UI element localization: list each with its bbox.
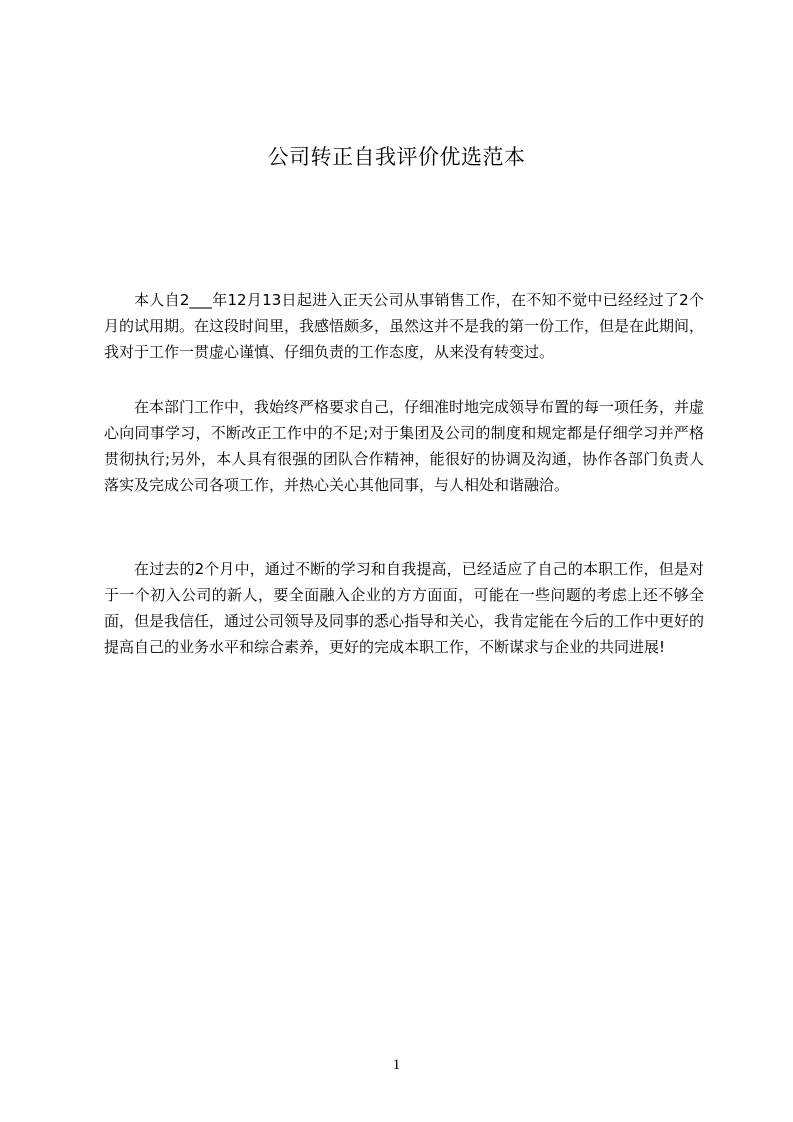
paragraph-text: 本人自2___年12月13日起进入正天公司从事销售工作，在不知不觉中已经经过了2个月的试用期。在这段时间里，我感悟颇多，虽然这并不是我的第一份工作，但是在此期间，我对于工作一贯虚心谨慎、仔细负责的工作态度，从来没有转变过。 (104, 291, 705, 361)
paragraph-3 (104, 556, 704, 660)
page-number: 1 (392, 1057, 401, 1073)
paragraph-2 (104, 394, 704, 498)
document-title: 公司转正自我评价优选范本 (267, 145, 526, 169)
paragraph-1 (104, 287, 704, 365)
paragraph-text: 在过去的2个月中，通过不断的学习和自我提高，已经适应了自己的本职工作，但是对于一个初入公司的新人，要全面融入企业的方方面面，可能在一些问题的考虑上还不够全面，但是我信任，通过公司领导及同事的悉心指导和关心，我肯定能在今后的工作中更好的提高自己的业务水平和综合素养，更好的完成本职工作，不断谋求与企业的共同进展! (104, 560, 705, 656)
paragraph-text: 在本部门工作中，我始终严格要求自己，仔细准时地完成领导布置的每一项任务，并虚心向同事学习，不断改正工作中的不足;对于集团及公司的制度和规定都是仔细学习并严格贯彻执行;另外，本人具有很强的团队合作精神，能很好的协调及沟通，协作各部门负责人落实及完成公司各项工作，并热心关心其他同事，与人相处和谐融洽。 (104, 398, 705, 494)
